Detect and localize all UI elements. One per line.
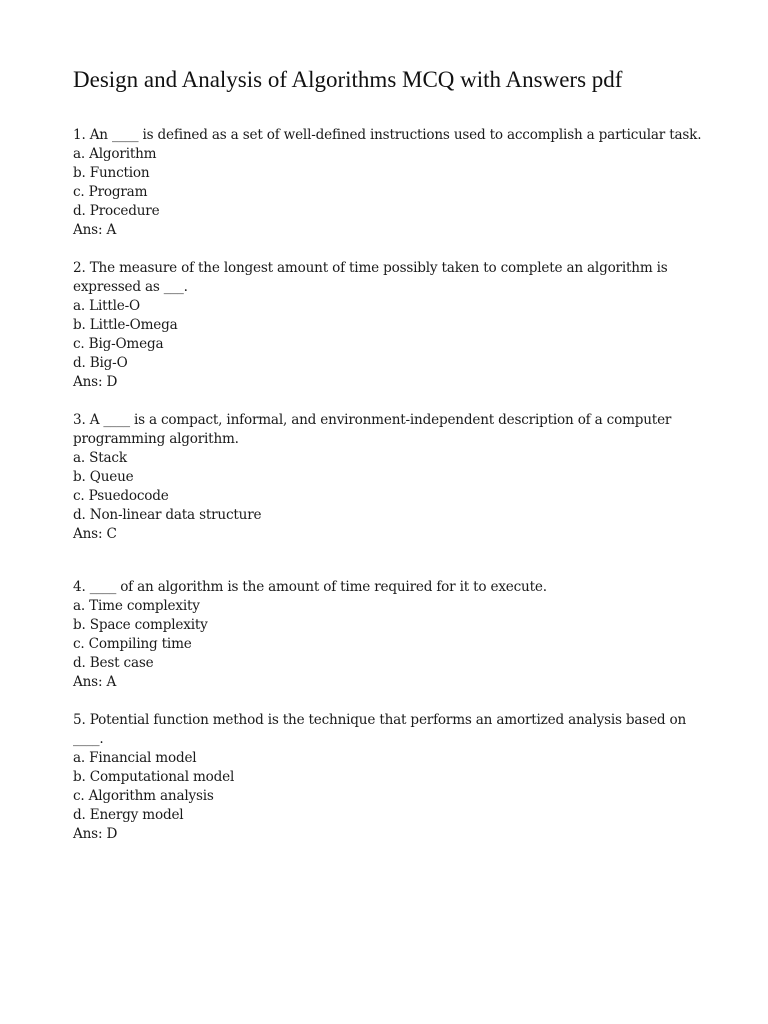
question-text: 2. The measure of the longest amount of time possibly taken to complete an algorithm is expressed as ___. (73, 260, 668, 295)
option-a: a. Financial model (73, 750, 197, 766)
option-b: b. Computational model (73, 769, 235, 785)
option-c: c. Algorithm analysis (73, 788, 214, 804)
option-a: a. Time complexity (73, 598, 200, 614)
question-5 (73, 711, 713, 844)
option-b: b. Space complexity (73, 617, 208, 633)
option-d: d. Big-O (73, 355, 128, 371)
option-d: d. Energy model (73, 807, 184, 823)
option-d: d. Best case (73, 655, 154, 671)
option-c: c. Big-Omega (73, 336, 164, 352)
option-b: b. Function (73, 165, 150, 181)
option-b: b. Little-Omega (73, 317, 178, 333)
option-d: d. Non-linear data structure (73, 507, 262, 523)
question-1 (73, 126, 713, 240)
answer: Ans: D (73, 826, 118, 842)
answer: Ans: A (73, 674, 117, 690)
question-text: 1. An ____ is defined as a set of well-defined instructions used to accomplish a particular task. (73, 127, 702, 143)
option-b: b. Queue (73, 469, 134, 485)
option-c: c. Compiling time (73, 636, 192, 652)
question-3 (73, 411, 713, 544)
answer: Ans: A (73, 222, 117, 238)
question-text: 5. Potential function method is the technique that performs an amortized analysis based on ____. (73, 712, 687, 747)
option-a: a. Little-O (73, 298, 140, 314)
document-page (73, 64, 713, 863)
document-title: Design and Analysis of Algorithms MCQ with Answers pdf (73, 67, 623, 92)
question-text: 4. ____ of an algorithm is the amount of time required for it to execute. (73, 579, 547, 595)
answer: Ans: D (73, 374, 118, 390)
question-text: 3. A ____ is a compact, informal, and environment-independent description of a computer programming algorithm. (73, 412, 672, 447)
question-2 (73, 259, 713, 392)
question-4 (73, 578, 713, 692)
answer: Ans: C (73, 526, 117, 542)
option-a: a. Stack (73, 450, 127, 466)
option-a: a. Algorithm (73, 146, 157, 162)
option-d: d. Procedure (73, 203, 160, 219)
option-c: c. Psuedocode (73, 488, 169, 504)
option-c: c. Program (73, 184, 148, 200)
